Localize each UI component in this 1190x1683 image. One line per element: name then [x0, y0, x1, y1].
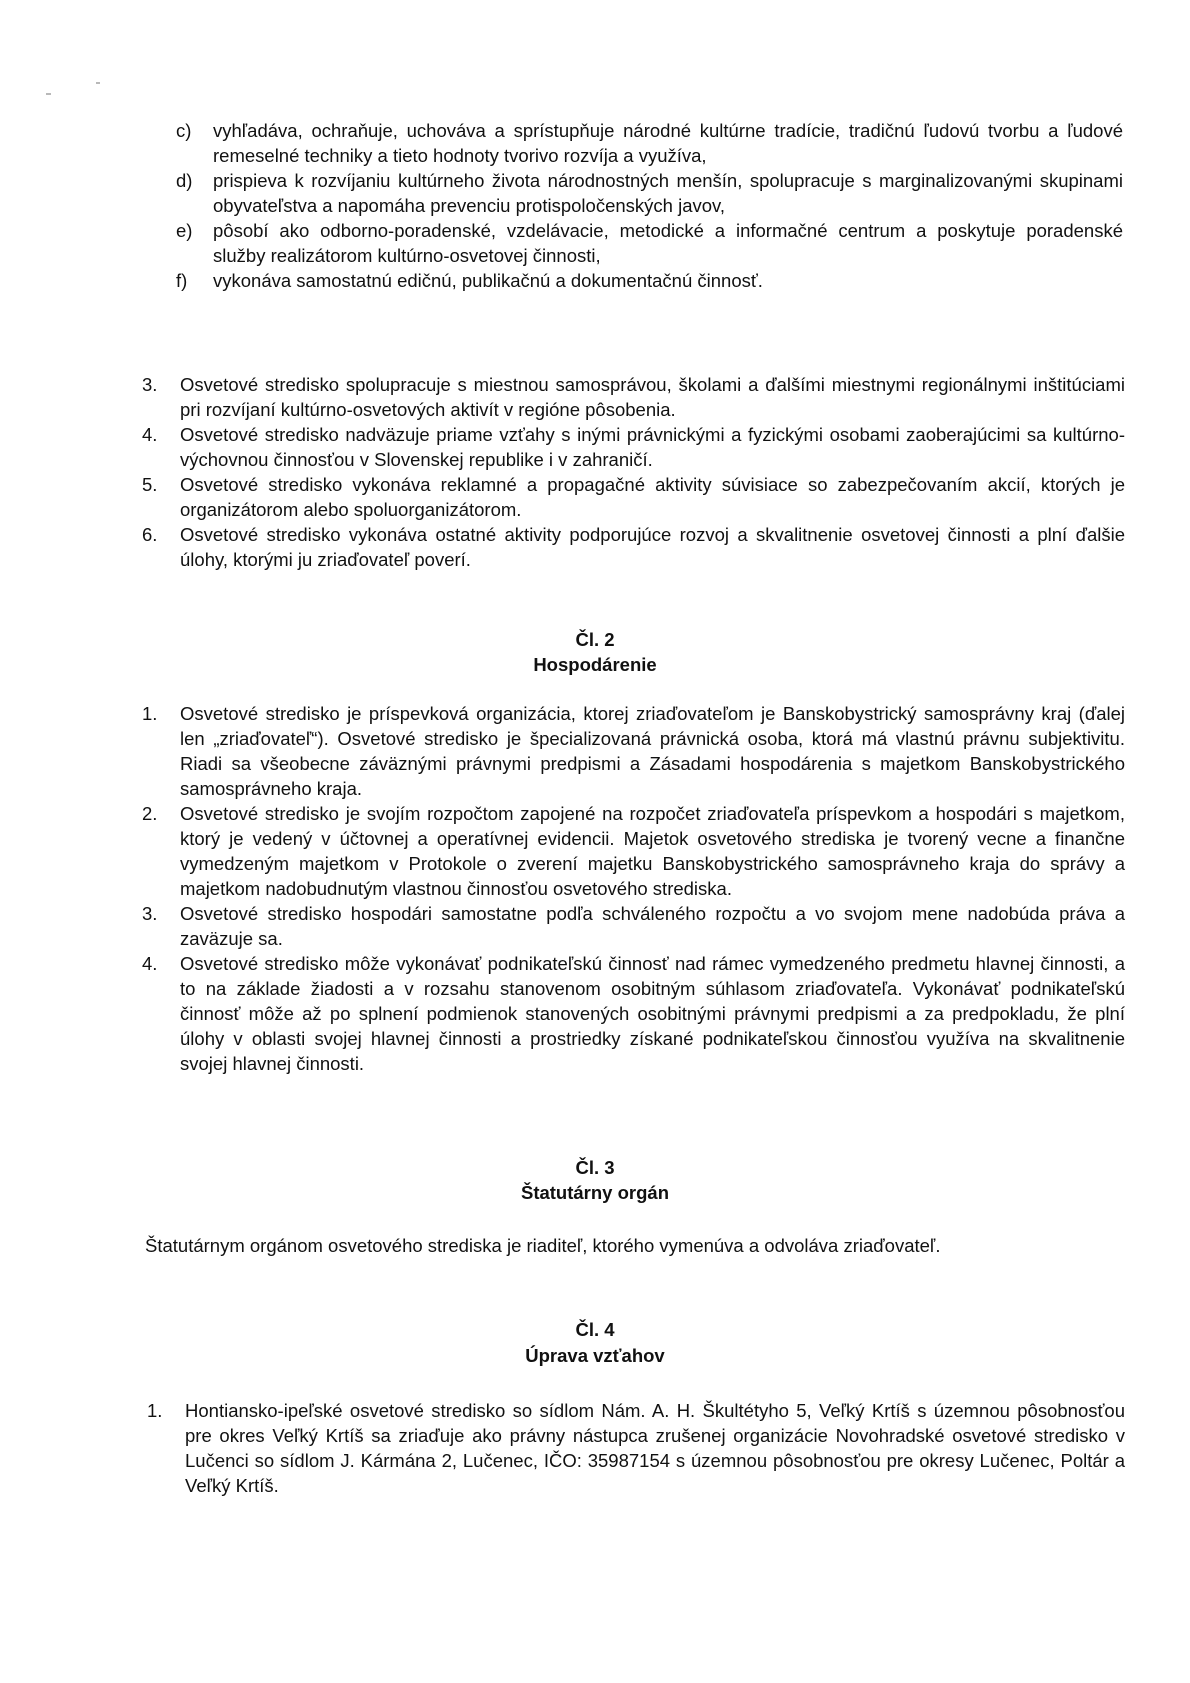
article1-continued-list: [142, 372, 1125, 572]
list-item: [176, 118, 1123, 168]
scan-artifact: [46, 93, 51, 95]
article2-number: Čl. 2: [575, 629, 615, 650]
list-marker: d): [176, 170, 193, 191]
list-item-text: Osvetové stredisko je príspevková organizácia, ktorej zriaďovateľom je Banskobystrický samosprávny kraj (ďalej len „zriaďovateľ“). Osvetové stredisko je špecializovaná právnická osoba, ktorá má vlastnú právnu subjektivitu. Riadi sa všeobecne záväznými právnymi predpismi a Zásadami hospodárenia s majetkom Banskobystrického samosprávneho kraja.: [180, 703, 1125, 799]
list-marker: 3.: [142, 374, 158, 395]
article3-title: Štatutárny orgán: [520, 1182, 670, 1203]
article4-title: Úprava vzťahov: [525, 1345, 665, 1366]
article3-number: Čl. 3: [575, 1157, 615, 1178]
article4-list: [147, 1398, 1125, 1498]
list-marker: 4.: [142, 424, 158, 445]
article3-paragraph: Štatutárnym orgánom osvetového strediska je riaditeľ, ktorého vymenúva a odvoláva zriaďovateľ.: [145, 1235, 941, 1256]
list-marker: f): [176, 270, 188, 291]
article2-list: [142, 701, 1125, 1076]
list-marker: 1.: [147, 1400, 163, 1421]
list-item-text: Osvetové stredisko hospodári samostatne podľa schváleného rozpočtu a vo svojom mene nadobúda práva a zaväzuje sa.: [180, 903, 1125, 949]
scan-artifact: [96, 82, 100, 84]
list-item: [147, 1398, 1125, 1498]
list-item-text: pôsobí ako odborno-poradenské, vzdelávacie, metodické a informačné centrum a poskytuje poradenské služby realizátorom kultúrno-osvetovej činnosti,: [213, 220, 1123, 266]
list-item-text: Osvetové stredisko spolupracuje s miestnou samosprávou, školami a ďalšími miestnymi regionálnymi inštitúciami pri rozvíjaní kultúrno-osvetových aktivít v regióne pôsobenia.: [180, 374, 1125, 420]
list-item: [176, 218, 1123, 268]
list-marker: 4.: [142, 953, 158, 974]
list-item-text: Osvetové stredisko vykonáva reklamné a propagačné aktivity súvisiace so zabezpečovaním akcií, ktorých je organizátorom alebo spoluorganizátorom.: [180, 474, 1125, 520]
list-item: [142, 801, 1125, 901]
list-item-text: prispieva k rozvíjaniu kultúrneho života národnostných menšín, spolupracuje s marginalizovanými skupinami obyvateľstva a napomáha prevenciu protispoločenských javov,: [213, 170, 1123, 216]
list-marker: 3.: [142, 903, 158, 924]
list-item: [176, 268, 1123, 293]
list-item: [142, 422, 1125, 472]
list-item: [176, 168, 1123, 218]
list-item-text: Hontiansko-ipeľské osvetové stredisko so sídlom Nám. A. H. Škultétyho 5, Veľký Krtíš s územnou pôsobnosťou pre okres Veľký Krtíš sa zriaďuje ako právny nástupca zrušenej organizácie Novohradské osvetové stredisko v Lučenci so sídlom J. Kármána 2, Lučenec, IČO: 35987154 s územnou pôsobnosťou pre okresy Lučenec, Poltár a Veľký Krtíš.: [185, 1400, 1125, 1496]
list-marker: 6.: [142, 524, 158, 545]
list-item-text: Osvetové stredisko vykonáva ostatné aktivity podporujúce rozvoj a skvalitnenie osvetovej činnosti a plní ďalšie úlohy, ktorými ju zriaďovateľ poverí.: [180, 524, 1125, 570]
list-item-text: Osvetové stredisko je svojím rozpočtom zapojené na rozpočet zriaďovateľa príspevkom a hospodári s majetkom, ktorý je vedený v účtovnej a operatívnej evidencii. Majetok osvetového strediska je tvorený vecne a finančne vymedzeným majetkom v Protokole o zverení majetku Banskobystrického samosprávneho kraja do správy a majetkom nadobudnutým vlastnou činnosťou osvetového strediska.: [180, 803, 1125, 899]
list-item-text: Osvetové stredisko nadväzuje priame vzťahy s inými právnickými a fyzickými osobami zaoberajúcimi sa kultúrno-výchovnou činnosťou v Slovenskej republike i v zahraničí.: [180, 424, 1125, 470]
list-item-text: vykonáva samostatnú edičnú, publikačnú a dokumentačnú činnosť.: [213, 270, 763, 291]
list-item: [142, 901, 1125, 951]
list-marker: 2.: [142, 803, 158, 824]
article4-number: Čl. 4: [575, 1319, 615, 1340]
list-marker: 5.: [142, 474, 158, 495]
list-marker: c): [176, 120, 192, 141]
purpose-list: [176, 118, 1123, 293]
list-item-text: vyhľadáva, ochraňuje, uchováva a sprístupňuje národné kultúrne tradície, tradičnú ľudovú tvorbu a ľudové remeselné techniky a tieto hodnoty tvorivo rozvíja a využíva,: [213, 120, 1123, 166]
list-item: [142, 472, 1125, 522]
article2-title: Hospodárenie: [533, 654, 657, 675]
list-item: [142, 522, 1125, 572]
list-marker: e): [176, 220, 193, 241]
list-item: [142, 372, 1125, 422]
list-item: [142, 701, 1125, 801]
list-item-text: Osvetové stredisko môže vykonávať podnikateľskú činnosť nad rámec vymedzeného predmetu hlavnej činnosti, a to na základe žiadosti a v rozsahu stanovenom osobitným súhlasom zriaďovateľa. Vykonávať podnikateľskú činnosť môže až po splnení podmienok stanovených osobitnými právnymi predpismi a za predpokladu, že plní úlohy v oblasti svojej hlavnej činnosti a prostriedky získané podnikateľskou činnosťou využíva na skvalitnenie svojej hlavnej činnosti.: [180, 953, 1125, 1074]
list-marker: 1.: [142, 703, 158, 724]
list-item: [142, 951, 1125, 1076]
